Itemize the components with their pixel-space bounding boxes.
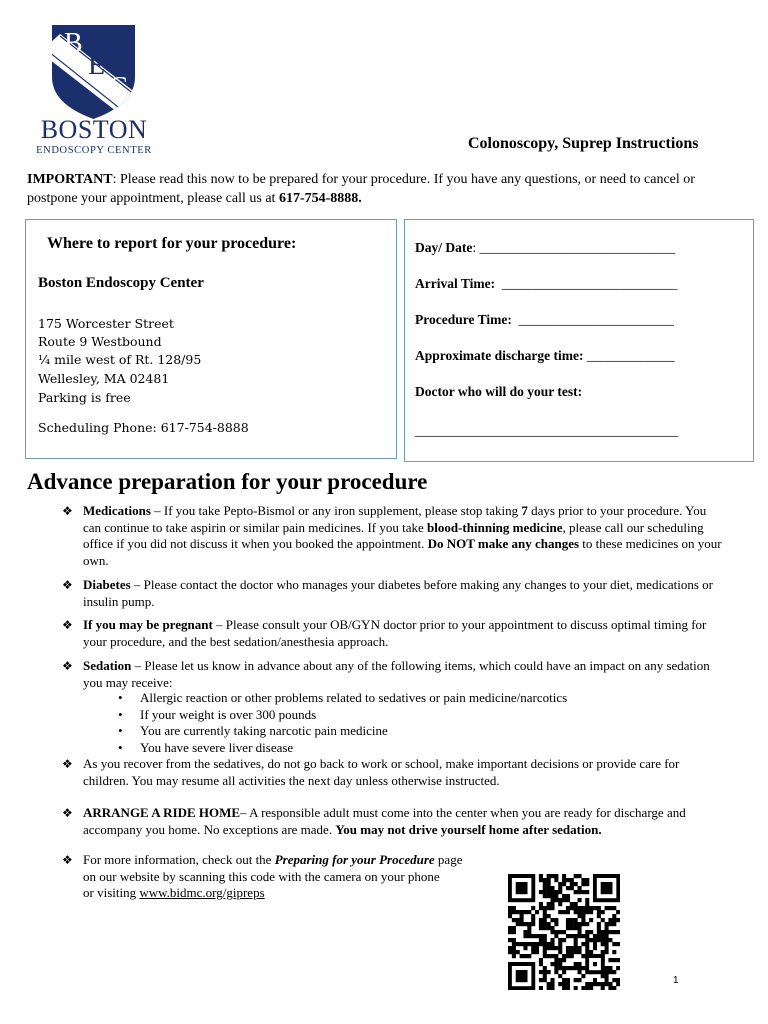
diamond-bullet-icon: ❖: [62, 659, 73, 673]
qr-code-icon: [508, 874, 620, 990]
address-line: 175 Worcester Street: [38, 316, 174, 331]
logo-letter-c: C: [109, 72, 128, 103]
report-heading: Where to report for your procedure:: [47, 235, 297, 252]
address-line: Wellesley, MA 02481: [38, 371, 170, 386]
logo-subtitle: ENDOSCOPY CENTER: [36, 145, 152, 156]
diamond-bullet-icon: ❖: [62, 853, 73, 867]
doctor-line: _______________________________________: [415, 423, 679, 438]
logo-word: BOSTON: [40, 115, 148, 144]
important-phone: 617-754-8888.: [278, 191, 362, 206]
center-name: Boston Endoscopy Center: [38, 275, 204, 291]
boston-endoscopy-logo: [30, 22, 160, 162]
qr-code[interactable]: [508, 874, 620, 990]
diamond-bullet-icon: ❖: [62, 618, 73, 632]
sedation-subitem: • You have severe liver disease: [118, 740, 294, 755]
gipreps-link[interactable]: www.bidmc.org/gipreps: [139, 885, 265, 900]
logo-letter-b: B: [64, 28, 83, 59]
important-label: IMPORTANT: [27, 172, 113, 187]
title-part-2: Suprep: [562, 135, 612, 152]
field-day-date: Day/ Date: _____________________________: [415, 240, 676, 255]
logo-letter-e: E: [88, 50, 106, 81]
diamond-bullet-icon: ❖: [62, 757, 73, 771]
diamond-bullet-icon: ❖: [62, 806, 73, 820]
address-line: ¼ mile west of Rt. 128/95: [38, 352, 202, 367]
field-procedure-time: Procedure Time: _______________________: [415, 312, 674, 327]
scheduling-phone: Scheduling Phone: 617-754-8888: [38, 420, 249, 435]
title-part-1: Colonoscopy,: [468, 135, 559, 152]
address-line: Parking is free: [38, 390, 131, 405]
diamond-bullet-icon: ❖: [62, 578, 73, 592]
sedation-subitem: • If your weight is over 300 pounds: [118, 707, 317, 722]
sedation-subitem: • You are currently taking narcotic pain medicine: [118, 723, 388, 738]
page-number: 1: [673, 975, 679, 986]
field-arrival-time: Arrival Time: __________________________: [415, 276, 678, 291]
important-text: : Please read this now to be prepared for your procedure. If you have any questions, or need to cancel or postpone your appointment, please call us at: [27, 172, 695, 206]
shield-icon: [30, 22, 160, 122]
title-part-3: Instructions: [615, 135, 699, 152]
diamond-bullet-icon: ❖: [62, 504, 73, 518]
important-notice: [27, 170, 727, 208]
address-line: Route 9 Westbound: [38, 334, 162, 349]
sedation-subitem: • Allergic reaction or other problems related to sedatives or pain medicine/narcotics: [118, 690, 568, 705]
field-doctor: Doctor who will do your test:: [415, 384, 583, 399]
document-title: [468, 135, 698, 153]
advance-heading: Advance preparation for your procedure: [27, 469, 428, 494]
field-discharge-time: Approximate discharge time: _____________: [415, 348, 675, 363]
